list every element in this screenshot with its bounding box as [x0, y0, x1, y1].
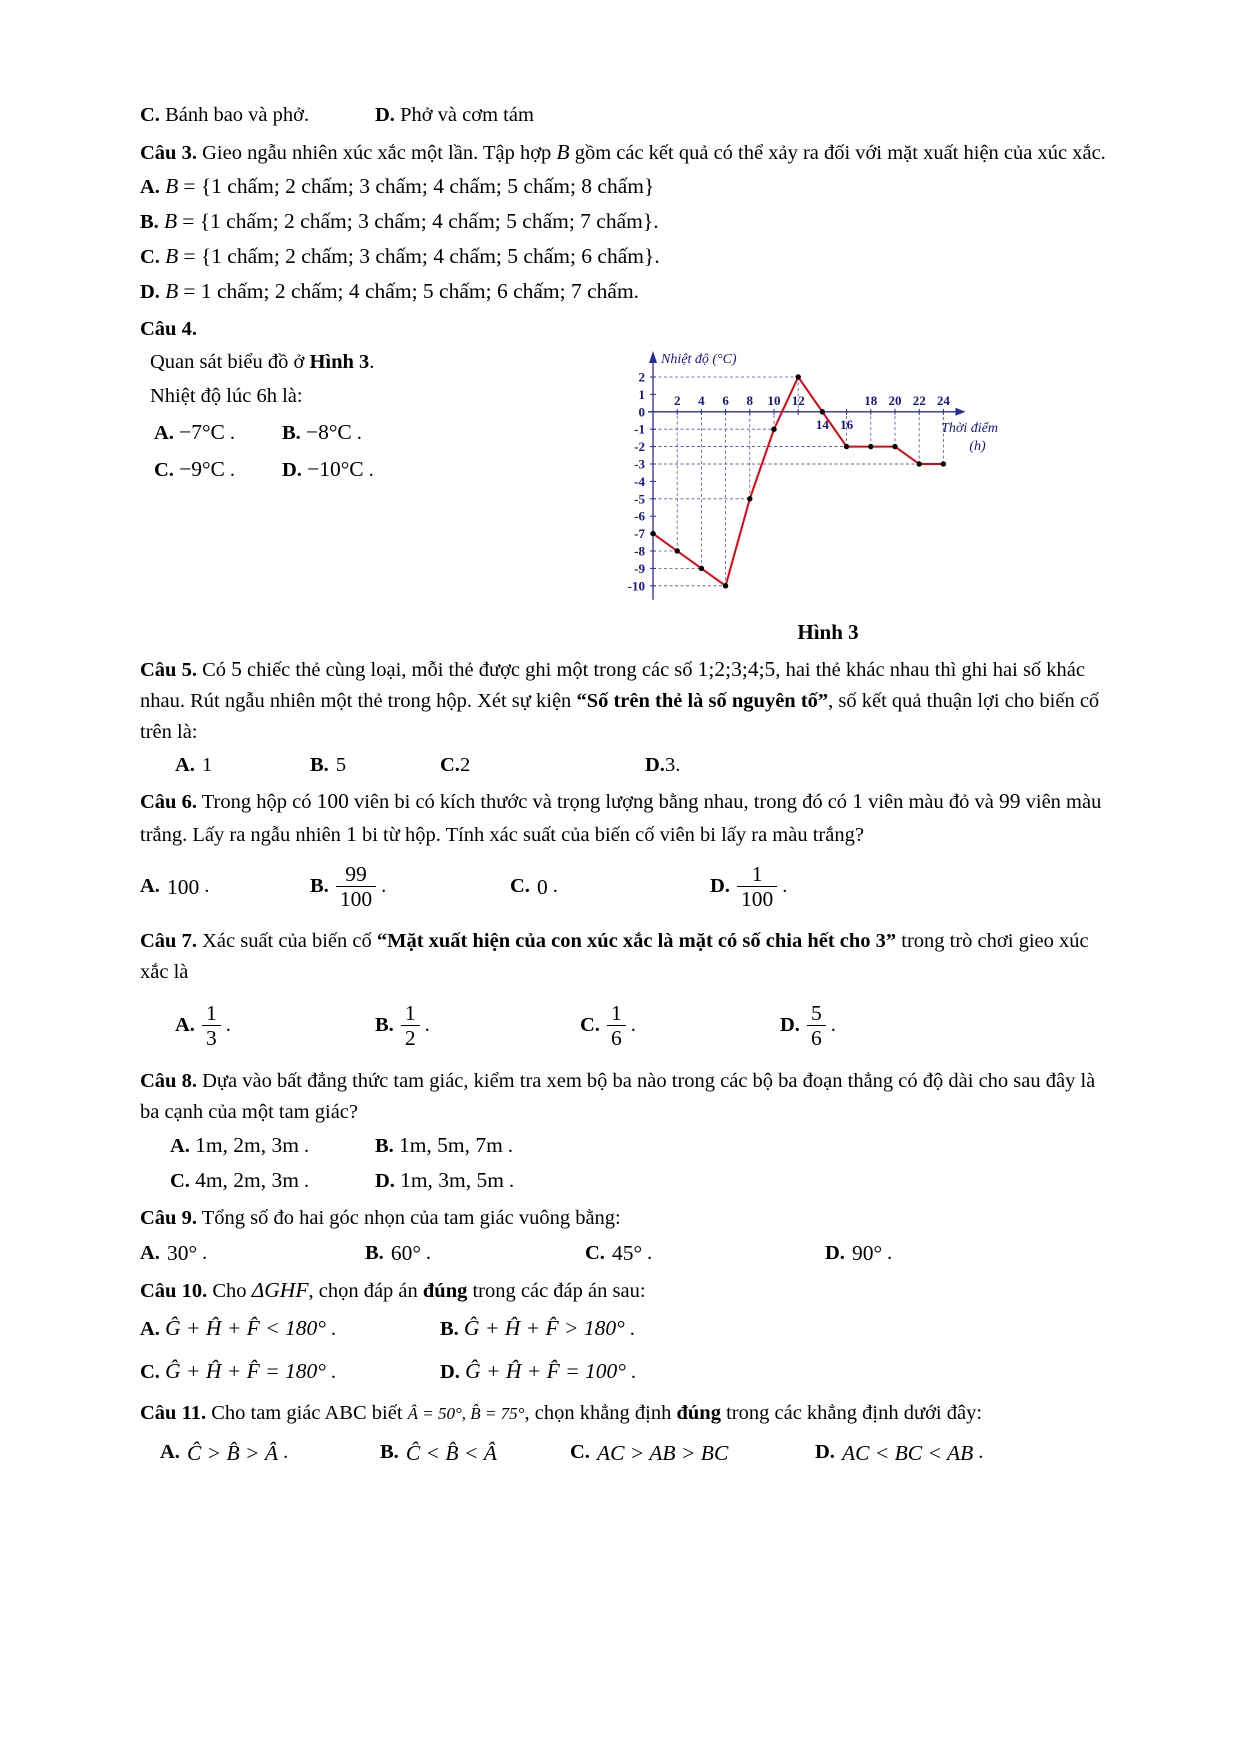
q11-text-2: , chọn khẳng định — [524, 1401, 672, 1424]
q10-option-d — [440, 1350, 636, 1393]
q9-option-c — [585, 1237, 825, 1269]
q4-option-b — [282, 415, 362, 450]
q11-stem — [140, 1398, 1111, 1429]
option-text: 1 — [201, 753, 213, 776]
svg-text:22: 22 — [912, 392, 926, 408]
option-value: −7°C — [179, 419, 225, 444]
temperature-chart — [603, 347, 1053, 605]
q4-figure-ref: Hình 3 — [309, 351, 370, 374]
option-suffix: . — [424, 1013, 430, 1036]
q9-option-b — [365, 1237, 585, 1269]
fraction — [737, 862, 777, 911]
option-label: D. — [375, 1170, 395, 1193]
q7-event-name: “Mặt xuất hiện của con xúc xắc là mặt có số chia hết cho 3” — [376, 929, 897, 952]
option-expression: AC > AB > BC — [596, 1440, 729, 1465]
option-text: 5 — [335, 753, 347, 776]
fraction-denominator: 6 — [610, 1025, 622, 1050]
prev-option-d-text: Phở và cơm tám — [400, 104, 534, 126]
option-suffix: . — [647, 1241, 653, 1264]
option-set-text: = {1 chấm; 2 chấm; 3 chấm; 4 chấm; 5 chấm; 6 chấm}. — [183, 243, 660, 268]
q9-text: Tổng số đo hai góc nhọn của tam giác vuông bằng: — [201, 1207, 621, 1230]
option-expression: Ĝ + Ĥ + F̂ > 180° — [463, 1315, 625, 1340]
q10-option-b — [440, 1307, 635, 1350]
option-label: B. — [310, 753, 329, 776]
option-label: C. — [440, 753, 460, 776]
q8-stem — [140, 1066, 1111, 1128]
option-suffix: . — [229, 421, 236, 444]
option-set-text: = {1 chấm; 2 chấm; 3 chấm; 4 chấm; 5 chấm; 7 chấm}. — [182, 208, 659, 233]
q6-text-3: viên màu đỏ và — [868, 791, 994, 814]
option-suffix: . — [303, 1134, 310, 1157]
q4-text-column — [140, 347, 585, 648]
svg-text:Thời điểm: Thời điểm — [941, 420, 998, 436]
svg-text:14: 14 — [815, 416, 829, 432]
svg-text:24: 24 — [936, 392, 950, 408]
fraction-numerator: 1 — [401, 1001, 420, 1026]
fraction-denominator: 6 — [810, 1025, 822, 1050]
option-label: D. — [140, 281, 160, 304]
option-value: 0 — [536, 874, 548, 899]
svg-text:18: 18 — [864, 392, 878, 408]
option-label: C. — [510, 875, 530, 898]
q5-event-name: “Số trên thẻ là số nguyên tố” — [576, 690, 829, 713]
option-label: A. — [175, 1013, 195, 1036]
q4-line2: Nhiệt độ lúc 6h là: — [150, 384, 303, 407]
q10-option-c — [140, 1350, 440, 1393]
svg-text:-5: -5 — [634, 491, 645, 507]
option-suffix: . — [630, 1360, 636, 1383]
option-suffix: . — [303, 1170, 310, 1193]
q6-number-2: 1 — [852, 789, 863, 814]
q4-option-c — [154, 452, 282, 487]
q5-number-list: 1;2;3;4;5 — [697, 657, 776, 682]
option-expression: Ĝ + Ĥ + F̂ < 180° — [165, 1315, 326, 1340]
q7-stem — [140, 926, 1111, 988]
option-label: A. — [140, 875, 160, 898]
q4-option-a — [154, 415, 282, 450]
option-label: B. — [282, 421, 301, 444]
option-label: D. — [440, 1360, 460, 1383]
option-label: B. — [380, 1441, 399, 1464]
q6-text-4: viên màu trắng. Lấy ra ngẫu nhiên — [140, 791, 1102, 847]
svg-text:Nhiệt độ (°C): Nhiệt độ (°C) — [661, 352, 737, 368]
fraction-numerator: 99 — [336, 862, 376, 887]
q9-options — [140, 1237, 1111, 1269]
option-label: D. — [780, 1013, 800, 1036]
q11-label: Câu 11. — [140, 1401, 207, 1424]
option-text: 2 — [459, 753, 471, 776]
option-expression: Ĝ + Ĥ + F̂ = 180° — [165, 1358, 326, 1383]
q10-options-cd — [140, 1350, 1111, 1393]
q4-body — [140, 347, 1111, 648]
option-label: D. — [815, 1441, 835, 1464]
q5-option-b — [310, 750, 440, 781]
q11-text-1: Cho tam giác ABC biết — [211, 1401, 403, 1424]
svg-text:1: 1 — [638, 386, 645, 402]
option-label: C. — [154, 459, 174, 482]
q5-text-2: chiếc thẻ cùng loại, mỗi thẻ được ghi một trong các số — [247, 659, 693, 682]
fraction-numerator: 5 — [807, 1001, 826, 1026]
q9-label: Câu 9. — [140, 1207, 197, 1230]
q7-options — [175, 989, 1111, 1061]
q8-option-b — [375, 1128, 513, 1163]
q6-option-a — [140, 871, 310, 903]
svg-text:-8: -8 — [634, 543, 645, 559]
option-label: D. — [282, 459, 302, 482]
prev-option-d-label: D. — [375, 104, 395, 126]
fraction-numerator: 1 — [202, 1001, 221, 1026]
q10-emph: đúng — [422, 1280, 468, 1303]
option-label: B. — [365, 1241, 384, 1264]
option-suffix: . — [283, 1441, 289, 1464]
option-value: 60° — [390, 1240, 421, 1265]
q11-text-3: trong các khẳng định dưới đây: — [726, 1401, 983, 1424]
q10-triangle-name: ΔGHF — [251, 1278, 309, 1303]
q9-option-d — [825, 1237, 892, 1269]
q9-stem — [140, 1203, 1111, 1234]
q7-text-2: trong trò chơi gieo xúc xắc là — [140, 929, 1089, 983]
option-suffix: . — [630, 1013, 636, 1036]
option-suffix: . — [229, 459, 236, 482]
q5-text-1: Có — [202, 659, 227, 682]
q3-set-var: B — [556, 139, 570, 164]
option-label: C. — [570, 1441, 590, 1464]
prev-option-c — [140, 100, 375, 131]
option-expression: AC < BC < AB — [841, 1440, 974, 1465]
q5-option-d — [645, 750, 680, 781]
option-suffix: . — [507, 1134, 513, 1157]
q6-label: Câu 6. — [140, 791, 197, 814]
option-label: C. — [140, 1360, 160, 1383]
svg-text:6: 6 — [722, 392, 729, 408]
option-value: −10°C — [307, 457, 364, 482]
q6-option-d — [710, 862, 787, 911]
q3-stem — [140, 136, 1111, 169]
q6-number-1: 100 — [316, 789, 349, 814]
q4-options-ab — [150, 415, 585, 450]
q9-option-a — [140, 1237, 365, 1269]
svg-text:-2: -2 — [634, 439, 645, 455]
option-set-text: = {1 chấm; 2 chấm; 3 chấm; 4 chấm; 5 chấm; 8 chấm} — [183, 173, 655, 198]
q8-options-cd — [170, 1163, 1111, 1198]
option-expression: Ĉ < B̂ < Â — [405, 1440, 497, 1465]
option-value: 1m, 2m, 3m — [195, 1132, 299, 1157]
q6-number-3: 99 — [999, 789, 1021, 814]
q6-option-b — [310, 862, 510, 911]
chart-caption: Hình 3 — [797, 619, 859, 644]
fraction-denominator: 100 — [740, 887, 774, 912]
q10-label: Câu 10. — [140, 1280, 208, 1303]
q3-intro1: Gieo ngẫu nhiên xúc xắc một lần. Tập hợp — [202, 141, 552, 164]
q4-label-line — [140, 314, 1111, 345]
q6-option-c — [510, 871, 710, 903]
fraction-numerator: 1 — [737, 862, 777, 887]
option-label: D. — [710, 875, 730, 898]
svg-text:-6: -6 — [634, 508, 645, 524]
q4-line1-post: . — [369, 351, 375, 374]
q5-label: Câu 5. — [140, 659, 197, 682]
svg-text:4: 4 — [698, 392, 705, 408]
fraction — [807, 1001, 826, 1050]
option-label: C. — [580, 1013, 600, 1036]
q7-option-d — [780, 1001, 836, 1050]
option-suffix: . — [887, 1241, 893, 1264]
option-label: C. — [170, 1170, 190, 1193]
option-label: B. — [310, 875, 329, 898]
option-suffix: . — [202, 1241, 208, 1264]
option-label: B. — [375, 1134, 394, 1157]
q11-option-c — [570, 1437, 815, 1469]
prev-option-c-label: C. — [140, 104, 160, 126]
option-suffix: . — [508, 1170, 515, 1193]
fraction — [336, 862, 376, 911]
option-value: 100 — [166, 874, 200, 899]
option-value: 1m, 5m, 7m — [398, 1132, 503, 1157]
option-set-text: = 1 chấm; 2 chấm; 4 chấm; 5 chấm; 6 chấm; 7 chấm. — [183, 279, 640, 304]
svg-text:8: 8 — [746, 392, 754, 408]
q7-option-c — [580, 1001, 780, 1050]
q4-label: Câu 4. — [140, 318, 197, 341]
fraction-denominator: 100 — [339, 887, 373, 912]
option-set-var: B — [165, 279, 179, 304]
q11-option-d — [815, 1437, 983, 1469]
svg-text:-9: -9 — [634, 560, 645, 576]
q6-number-4: 1 — [346, 822, 357, 847]
q5-number-1: 5 — [231, 657, 242, 682]
option-label: B. — [440, 1317, 459, 1340]
q10-stem — [140, 1274, 1111, 1307]
option-label: A. — [140, 1241, 160, 1264]
svg-text:-3: -3 — [634, 456, 645, 472]
option-value: 1m, 3m, 5m — [400, 1168, 504, 1193]
q8-text: Dựa vào bất đẳng thức tam giác, kiểm tra xem bộ ba nào trong các bộ ba đoạn thẳng có độ dài cho sau đây là ba cạnh của một tam giác? — [140, 1070, 1096, 1124]
prev-option-d — [375, 104, 534, 126]
q4-line1 — [150, 347, 585, 378]
q8-option-d — [375, 1163, 514, 1198]
option-suffix: . — [330, 1360, 336, 1383]
q8-options-ab — [170, 1128, 1111, 1163]
option-label: D. — [645, 753, 665, 776]
q5-stem — [140, 653, 1111, 747]
option-suffix: . — [225, 1013, 231, 1036]
option-expression: Ĉ > B̂ > Â — [186, 1440, 279, 1465]
q7-option-a — [175, 1001, 375, 1050]
option-value: −8°C — [305, 419, 352, 444]
q4-chart-block — [603, 347, 1053, 648]
q5-text-3: , hai thẻ khác nhau thì ghi hai số khác nhau. Rút ngẫu nhiên một thẻ trong hộp. Xét sự kiện — [140, 659, 1086, 713]
q11-emph: đúng — [676, 1401, 721, 1424]
q6-text-5: bi từ hộp. Tính xác suất của biến cố viên bi lấy ra màu trắng? — [361, 824, 864, 847]
option-set-var: B — [165, 173, 179, 198]
q6-text-2: viên bi có kích thước và trọng lượng bằng nhau, trong đó có — [353, 791, 848, 814]
option-label: A. — [170, 1134, 190, 1157]
q7-text-1: Xác suất của biến cố — [202, 929, 372, 952]
svg-text:10: 10 — [767, 392, 781, 408]
option-suffix: . — [204, 875, 210, 898]
option-label: A. — [140, 175, 160, 198]
option-suffix: . — [978, 1441, 984, 1464]
q10-text-3: trong các đáp án sau: — [472, 1280, 646, 1303]
prev-option-c-text: Bánh bao và phở. — [165, 104, 310, 126]
fraction — [401, 1001, 420, 1050]
q4-options-cd — [150, 452, 585, 487]
option-value: 4m, 2m, 3m — [195, 1168, 299, 1193]
q10-text-2: , chọn đáp án — [308, 1280, 418, 1303]
q3-option-d — [140, 274, 1111, 309]
q6-options — [140, 853, 1111, 921]
q11-option-b — [380, 1437, 570, 1469]
previous-question-options — [140, 100, 1111, 131]
fraction — [202, 1001, 221, 1050]
option-suffix: . — [629, 1317, 635, 1340]
q3-label: Câu 3. — [140, 141, 197, 164]
q10-option-a — [140, 1307, 440, 1350]
option-set-var: B — [163, 208, 178, 233]
option-label: C. — [140, 245, 160, 268]
option-suffix: . — [830, 1013, 836, 1036]
option-suffix: . — [782, 875, 788, 898]
option-suffix: . — [368, 459, 374, 482]
svg-text:-4: -4 — [634, 473, 645, 489]
option-text: 3. — [664, 753, 681, 776]
option-label: D. — [825, 1241, 845, 1264]
q11-options — [160, 1437, 1111, 1469]
q5-option-c — [440, 750, 645, 781]
svg-text:-10: -10 — [627, 578, 645, 594]
q10-text-1: Cho — [212, 1280, 247, 1303]
q5-text-4: , số kết quả thuận lợi cho biến cố trên là: — [140, 690, 1100, 743]
q4-line1-pre: Quan sát biểu đồ ở — [150, 351, 305, 374]
svg-text:2: 2 — [673, 392, 681, 408]
svg-text:-7: -7 — [634, 526, 645, 542]
svg-text:(h): (h) — [969, 438, 986, 454]
q3-option-a — [140, 169, 1111, 204]
svg-text:16: 16 — [840, 416, 854, 432]
svg-text:12: 12 — [791, 392, 805, 408]
q8-label: Câu 8. — [140, 1070, 197, 1093]
q6-stem — [140, 785, 1111, 851]
option-suffix: . — [330, 1317, 336, 1340]
q5-options — [175, 750, 1111, 781]
q5-option-a — [175, 750, 310, 781]
svg-text:2: 2 — [638, 369, 645, 385]
q8-option-a — [170, 1128, 375, 1163]
option-expression: Ĝ + Ĥ + F̂ = 100° — [465, 1358, 626, 1383]
q8-option-c — [170, 1163, 375, 1198]
q4-option-d — [282, 452, 374, 487]
option-value: 45° — [611, 1240, 643, 1265]
option-value: 30° — [166, 1240, 198, 1265]
q3-option-b — [140, 204, 1111, 239]
option-suffix: . — [552, 875, 558, 898]
q7-label: Câu 7. — [140, 929, 197, 952]
option-value: 90° — [851, 1240, 883, 1265]
option-label: B. — [140, 210, 159, 233]
fraction — [607, 1001, 626, 1050]
q10-options-ab — [140, 1307, 1111, 1350]
svg-text:0: 0 — [638, 404, 645, 420]
option-label: C. — [585, 1241, 605, 1264]
q6-text-1: Trong hộp có — [201, 791, 312, 814]
option-suffix: . — [425, 1241, 432, 1264]
option-value: −9°C — [179, 457, 225, 482]
option-label: A. — [140, 1317, 160, 1340]
q11-option-a — [160, 1437, 380, 1469]
option-label: A. — [175, 753, 195, 776]
q7-option-b — [375, 1001, 580, 1050]
fraction-numerator: 1 — [607, 1001, 626, 1026]
svg-text:20: 20 — [888, 392, 902, 408]
q11-given-angles: Â = 50°, B̂ = 75° — [407, 1403, 525, 1423]
option-label: A. — [154, 421, 174, 444]
option-label: B. — [375, 1013, 394, 1036]
option-suffix: . — [356, 421, 362, 444]
option-label: A. — [160, 1441, 180, 1464]
option-suffix: . — [381, 875, 387, 898]
fraction-denominator: 2 — [404, 1025, 416, 1050]
fraction-denominator: 3 — [205, 1025, 217, 1050]
svg-text:-1: -1 — [634, 421, 645, 437]
q3-option-c — [140, 239, 1111, 274]
q3-intro2: gồm các kết quả có thể xảy ra đối với mặt xuất hiện của xúc xắc. — [574, 141, 1106, 164]
option-set-var: B — [165, 243, 179, 268]
